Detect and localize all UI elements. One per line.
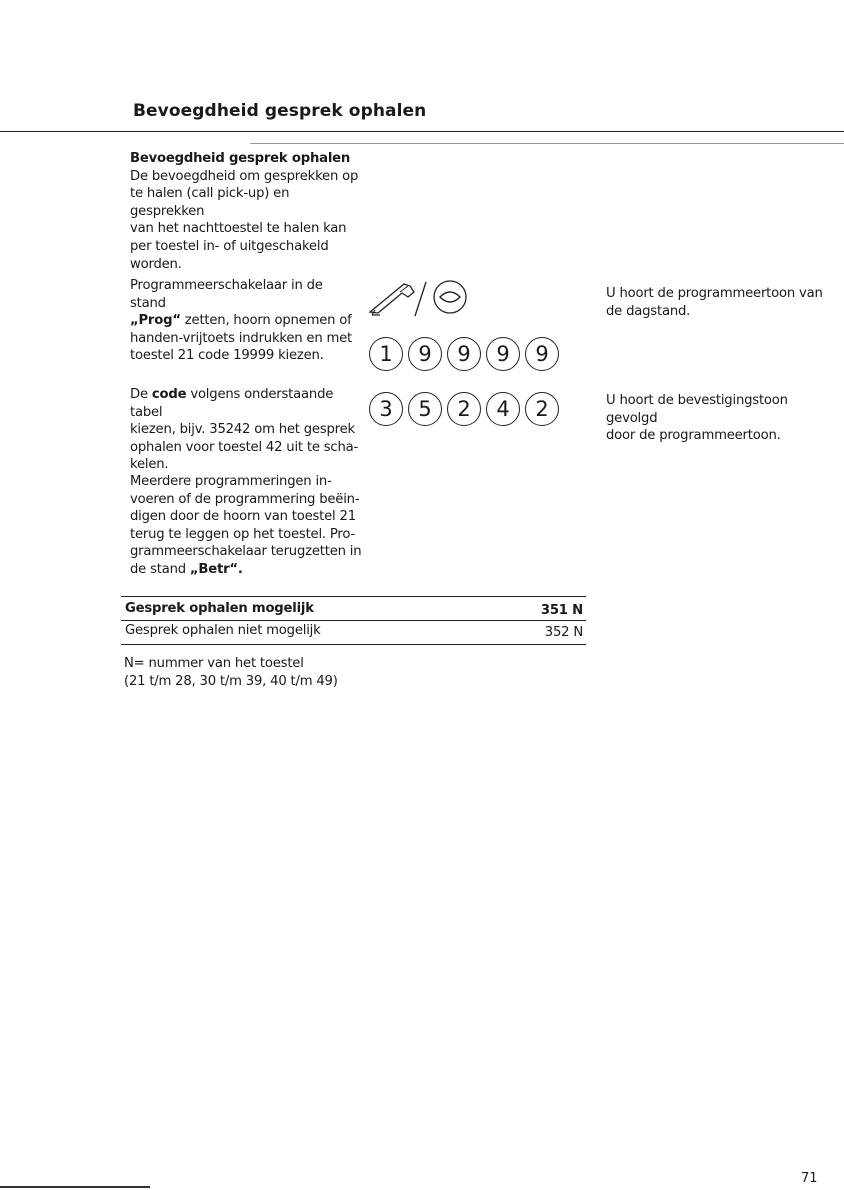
step3-line: voeren of de programmering beëin- (130, 491, 360, 507)
step1-line: Programmeerschakelaar in de stand (130, 278, 323, 311)
title-rule (0, 131, 844, 132)
step2-line: kelen. (130, 457, 169, 473)
intro-block (130, 150, 362, 273)
keypad-code-19999 (369, 337, 564, 371)
step3-line: digen door de hoorn van toestel 21 (130, 509, 356, 525)
handset-lift-icon (370, 284, 414, 315)
table-row-label: Gesprek ophalen niet mogelijk (125, 623, 321, 638)
keypad-key: 2 (447, 392, 481, 426)
step3-line-pre: de stand (130, 561, 190, 577)
bottom-edge-mark (0, 1186, 150, 1188)
step2-line-rest: volgens onderstaande tabel (130, 387, 334, 420)
table-top-rule (121, 596, 586, 597)
slash-separator (415, 282, 426, 316)
step1-line: handen-vrijtoets indrukken en met (130, 330, 353, 346)
keypad-key: 9 (447, 337, 481, 371)
step2-instructions (130, 386, 362, 474)
step3-line (130, 561, 362, 579)
step1-line (130, 312, 362, 330)
intro-line: worden. (130, 256, 182, 272)
table-row (121, 598, 586, 620)
intro-heading: Bevoegdheid gesprek ophalen (130, 151, 351, 166)
keypad-key: 1 (369, 337, 403, 371)
table-row-code: 352 N (544, 625, 583, 640)
step2-line (130, 386, 362, 421)
step1-line: toestel 21 code 19999 kiezen. (130, 348, 324, 364)
keypad-key: 3 (369, 392, 403, 426)
footnote-line: N= nummer van het toestel (124, 656, 304, 671)
keypad-code-35242 (369, 392, 564, 426)
step1-result (606, 285, 842, 320)
result-line: U hoort de bevestigingstoon gevolgd (606, 393, 788, 426)
result-line: door de programmeertoon. (606, 428, 781, 444)
step2-line: kiezen, bijv. 35242 om het gesprek (130, 422, 355, 438)
result-line: de dagstand. (606, 303, 691, 319)
prog-setting: „Prog“ (130, 313, 181, 329)
title-rule-secondary (250, 143, 844, 144)
step1-line-rest: zetten, hoorn opnemen of (180, 313, 352, 329)
keypad-key: 9 (408, 337, 442, 371)
intro-line: van het nachttoestel te halen kan (130, 221, 347, 237)
handset-and-handsfree-icons (368, 278, 488, 320)
table-row (121, 620, 586, 642)
step1-instructions (130, 277, 362, 365)
table-row-code: 351 N (540, 603, 583, 618)
step2-line: ophalen voor toestel 42 uit te scha- (130, 439, 359, 455)
keypad-key: 9 (525, 337, 559, 371)
step3-line: grammeerschakelaar terugzetten in (130, 544, 362, 560)
keypad-key: 9 (486, 337, 520, 371)
step3-line: terug te leggen op het toestel. Pro- (130, 526, 356, 542)
result-line: U hoort de programmeertoon van (606, 286, 823, 301)
step3-line: Meerdere programmeringen in- (130, 474, 332, 489)
keypad-key: 2 (525, 392, 559, 426)
table-row-label: Gesprek ophalen mogelijk (125, 601, 314, 616)
step3-instructions (130, 473, 362, 579)
keypad-key: 4 (486, 392, 520, 426)
intro-line: De bevoegdheid om gesprekken op (130, 168, 359, 184)
keypad-key: 5 (408, 392, 442, 426)
intro-line: per toestel in- of uitgeschakeld (130, 238, 329, 254)
footnote (124, 655, 424, 690)
code-term: code (151, 387, 187, 402)
betr-setting: „Betr“. (189, 561, 243, 577)
handsfree-key-icon (434, 281, 466, 313)
intro-line: te halen (call pick-up) en gesprekken (130, 186, 290, 219)
step2-result (606, 392, 842, 445)
table-bottom-rule (121, 644, 586, 645)
page-title: Bevoegdheid gesprek ophalen (133, 101, 427, 121)
page-number: 71 (801, 1171, 818, 1186)
step2-line-pre: De (130, 387, 152, 402)
footnote-line: (21 t/m 28, 30 t/m 39, 40 t/m 49) (124, 673, 338, 689)
code-table (121, 596, 586, 642)
